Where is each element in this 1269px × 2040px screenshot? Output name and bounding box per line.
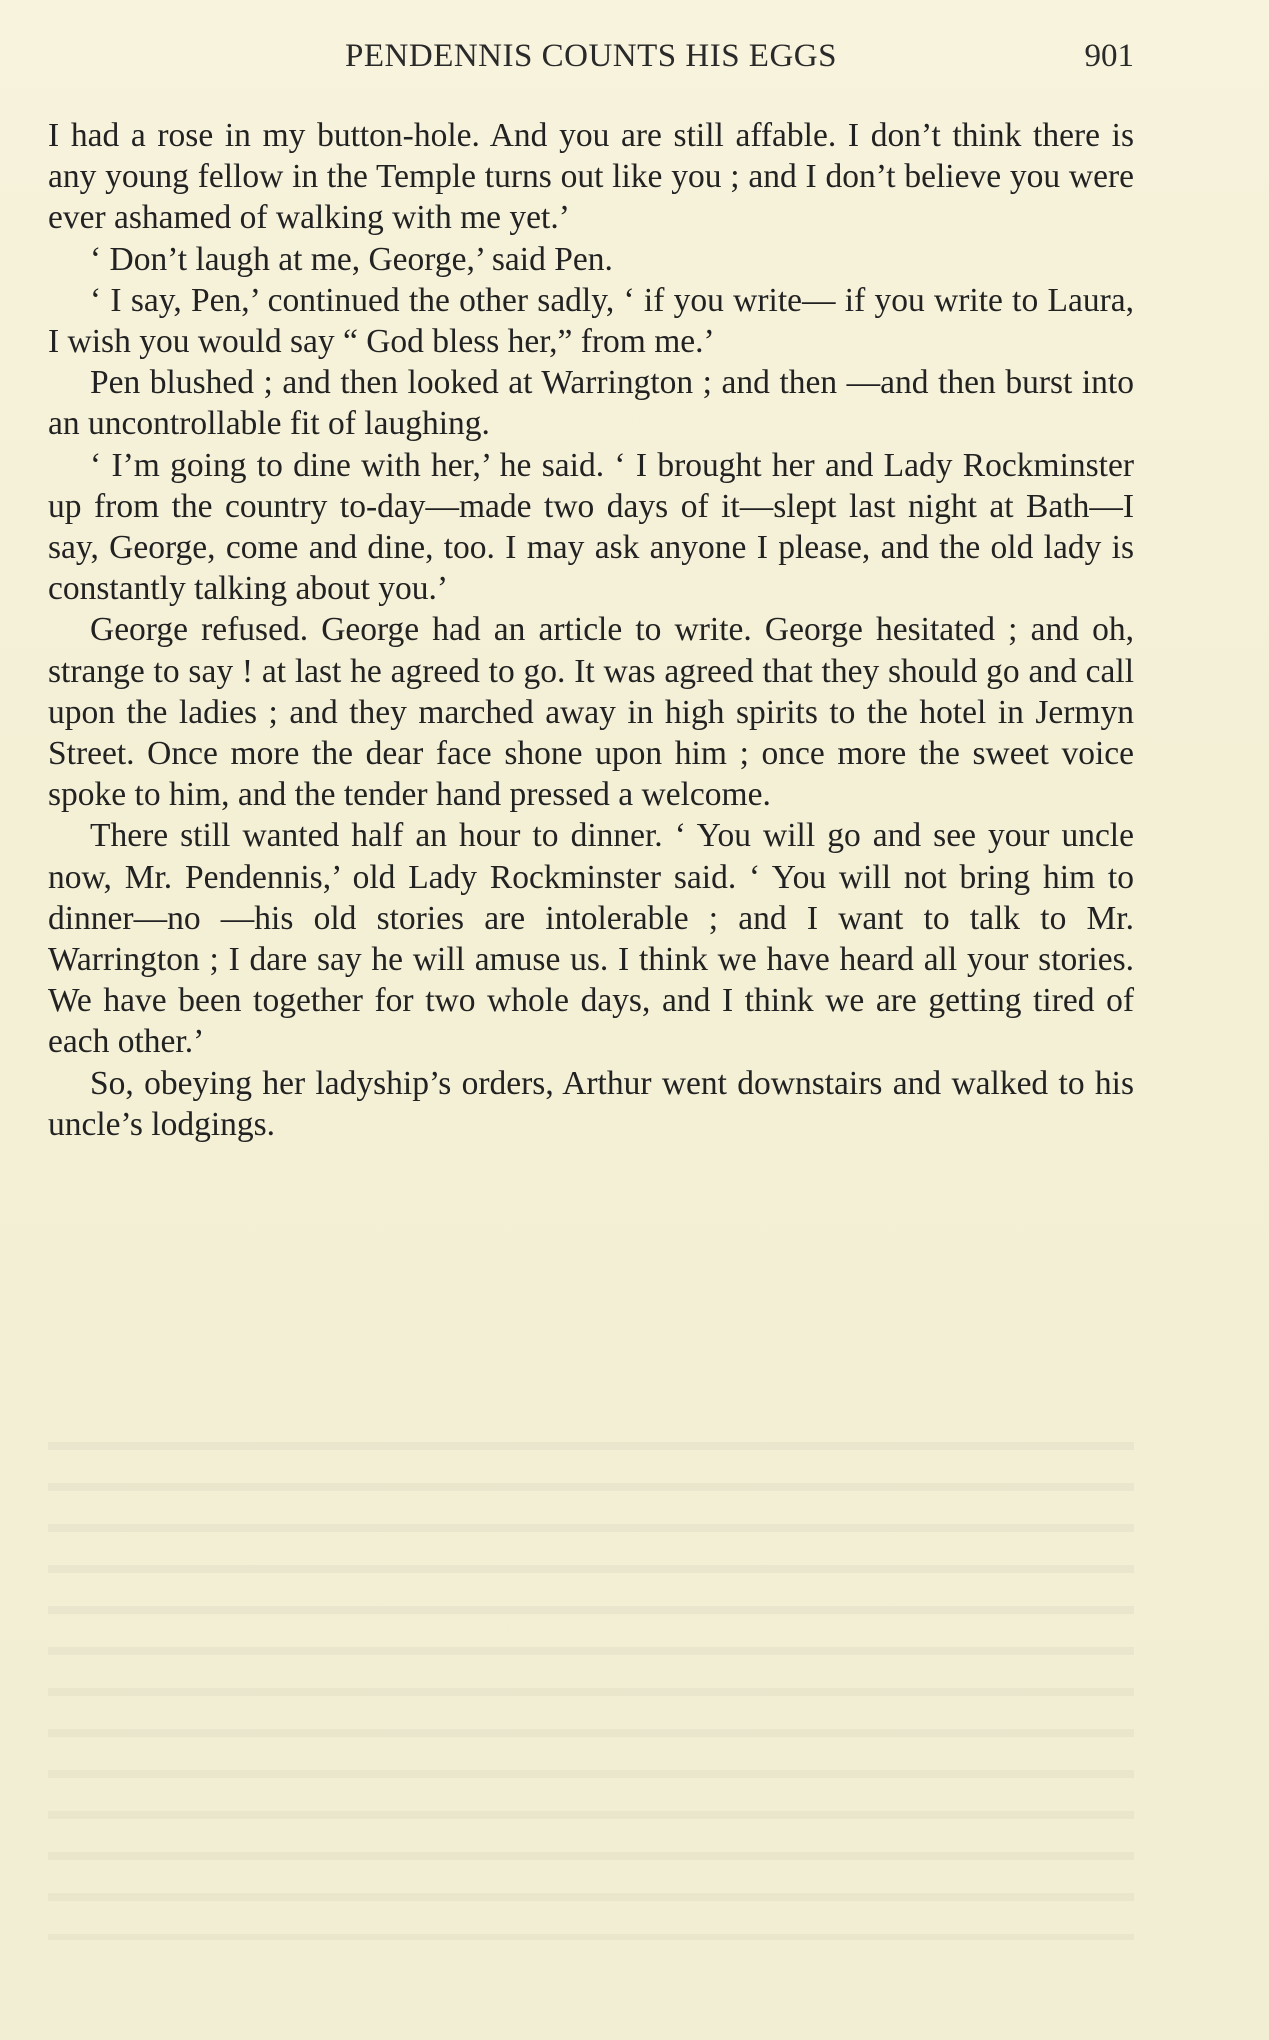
paragraph-8: So, obeying her ladyship’s orders, Arthur went downstairs and walked to his uncle’s lodgings.	[48, 1064, 1134, 1143]
paragraph-4: Pen blushed ; and then looked at Warrington ; and then —and then burst into an uncontrollable fit of laughing.	[48, 364, 1134, 443]
paragraph-7: There still wanted half an hour to dinner. ‘ You will go and see your uncle now, Mr. Pendennis,’ old Lady Rockminster said. ‘ You will not bring him to dinner—no —his old stories are intolerable ; and I want to talk to Mr. Warrington ; I dare say he will amuse us. I think we have heard all your stories. We have been together for two whole days, and I think we are getting tired of each other.’	[48, 817, 1134, 1061]
body-text	[48, 115, 1134, 1145]
paragraph-5: ‘ I’m going to dine with her,’ he said. ‘ I brought her and Lady Rockminster up from the country to-day—made two days of it—slept last night at Bath—I say, George, come and dine, too. I may ask anyone I please, and the old lady is constantly talking about you.’	[48, 446, 1134, 608]
page-header	[48, 38, 1134, 84]
running-head: PENDENNIS COUNTS HIS EGGS	[345, 38, 837, 74]
bleed-through-texture	[48, 1420, 1134, 1940]
paragraph-6: George refused. George had an article to write. George hesitated ; and oh, strange to say ! at last he agreed to go. It was agreed that they should go and call upon the ladies ; and they marched away in high spirits to the hotel in Jermyn Street. Once more the dear face shone upon him ; once more the sweet voice spoke to him, and the tender hand pressed a welcome.	[48, 611, 1134, 814]
page-number: 901	[1084, 38, 1134, 74]
paragraph-2: ‘ Don’t laugh at me, George,’ said Pen.	[90, 240, 613, 278]
paragraph-1: I had a rose in my button-hole. And you are still affable. I don’t think there is any young fellow in the Temple turns out like you ; and I don’t believe you were ever ashamed of walking with me yet.’	[48, 117, 1134, 237]
paragraph-3: ‘ I say, Pen,’ continued the other sadly, ‘ if you write— if you write to Laura, I wish you would say “ God bless her,” from me.’	[48, 281, 1134, 361]
